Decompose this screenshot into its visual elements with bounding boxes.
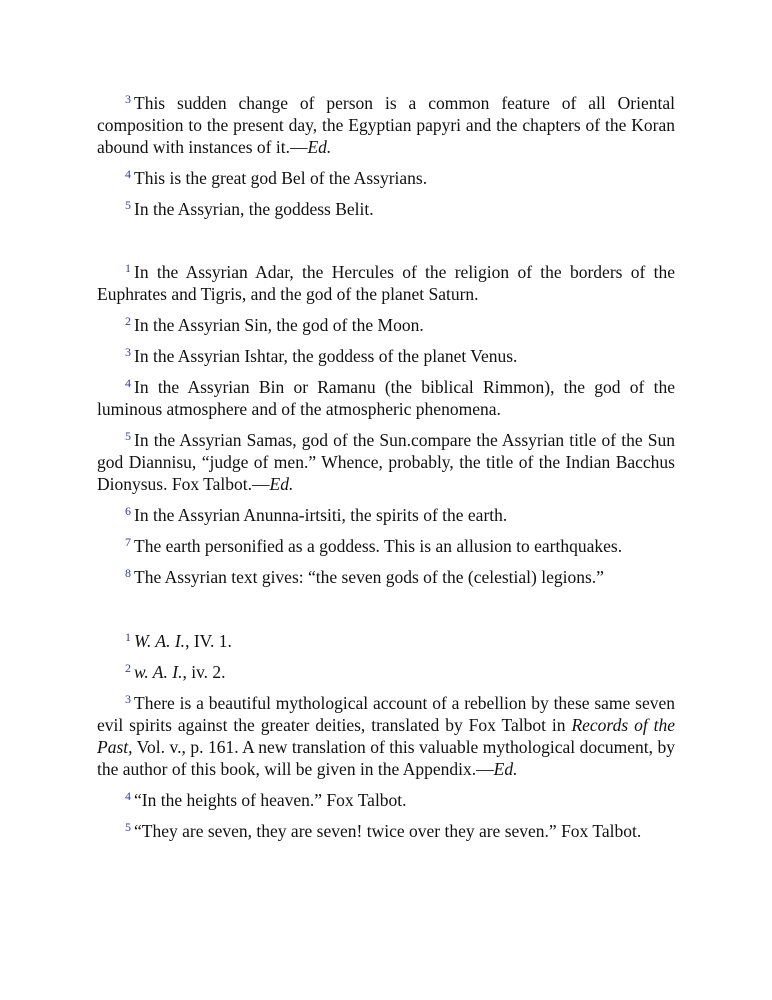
footnote-text: This sudden change of person is a common feature of all Oriental composition to the present day, the Egyptian papyri and the chapters of the Koran abound with instances of it.—: [97, 93, 675, 157]
footnote: [97, 261, 675, 305]
footnote: [97, 198, 675, 220]
footnote-text: Vol. v., p. 161. A new translation of this valuable mythological document, by the author of this book, will be given in the Appendix.—: [97, 737, 675, 779]
footnote: [97, 504, 675, 526]
footnote-marker[interactable]: 1: [125, 630, 131, 644]
footnote-marker[interactable]: 2: [125, 661, 131, 675]
footnote-text: In the Assyrian Anunna-irtsiti, the spirits of the earth.: [134, 505, 508, 525]
footnote-italic-text: w. A. I.: [134, 662, 183, 682]
footnote-text: In the Assyrian Adar, the Hercules of the religion of the borders of the Euphrates and Tigris, and the god of the planet Saturn.: [97, 262, 675, 304]
footnote: [97, 820, 675, 842]
footnote: [97, 692, 675, 780]
footnote-group: [97, 630, 675, 851]
footnote-italic-text: Ed.: [269, 474, 294, 494]
footnote-text: “In the heights of heaven.” Fox Talbot.: [134, 790, 407, 810]
footnote-marker[interactable]: 3: [125, 92, 131, 106]
footnote-marker[interactable]: 3: [125, 345, 131, 359]
footnote: [97, 535, 675, 557]
footnote-marker[interactable]: 1: [125, 261, 131, 275]
footnote-marker[interactable]: 5: [125, 198, 131, 212]
footnote-group: [97, 92, 675, 229]
footnote-marker[interactable]: 6: [125, 504, 131, 518]
footnote-text: In the Assyrian Samas, god of the Sun.compare the Assyrian title of the Sun god Diannisu, “judge of men.” Whence, probably, the title of the Indian Bacchus Dionysus. Fox Talbot.—: [97, 430, 675, 494]
footnote: [97, 661, 675, 683]
footnote-text: This is the great god Bel of the Assyrians.: [134, 168, 428, 188]
footnote-text: In the Assyrian Bin or Ramanu (the biblical Rimmon), the god of the luminous atmosphere and of the atmospheric phenomena.: [97, 377, 675, 419]
footnote: [97, 566, 675, 588]
footnote: [97, 345, 675, 367]
footnote-text: The earth personified as a goddess. This is an allusion to earthquakes.: [134, 536, 623, 556]
footnote-text: In the Assyrian, the goddess Belit.: [134, 199, 374, 219]
footnote-text: There is a beautiful mythological account of a rebellion by these same seven evil spirits against the greater deities, translated by Fox Talbot in: [97, 693, 675, 735]
footnote: [97, 376, 675, 420]
footnote-italic-text: W. A. I.: [134, 631, 186, 651]
footnote-text: , iv. 2.: [182, 662, 226, 682]
footnote-italic-text: Records of the Past,: [97, 715, 675, 757]
footnote-text: In the Assyrian Sin, the god of the Moon.: [134, 315, 424, 335]
footnote: [97, 92, 675, 158]
footnote: [97, 429, 675, 495]
footnote-marker[interactable]: 8: [125, 566, 131, 580]
footnote-italic-text: Ed.: [307, 137, 332, 157]
footnote-marker[interactable]: 2: [125, 314, 131, 328]
footnote-marker[interactable]: 4: [125, 167, 131, 181]
footnote: [97, 789, 675, 811]
footnote: [97, 630, 675, 652]
footnote-text: “They are seven, they are seven! twice over they are seven.” Fox Talbot.: [134, 821, 642, 841]
footnote-marker[interactable]: 5: [125, 429, 131, 443]
footnote: [97, 314, 675, 336]
footnote-marker[interactable]: 5: [125, 820, 131, 834]
footnote-marker[interactable]: 4: [125, 789, 131, 803]
footnote-text: The Assyrian text gives: “the seven gods of the (celestial) legions.”: [134, 567, 604, 587]
footnote: [97, 167, 675, 189]
footnote-marker[interactable]: 4: [125, 376, 131, 390]
footnote-marker[interactable]: 7: [125, 535, 131, 549]
footnote-marker[interactable]: 3: [125, 692, 131, 706]
footnote-text: , IV. 1.: [185, 631, 232, 651]
footnote-text: In the Assyrian Ishtar, the goddess of the planet Venus.: [134, 346, 518, 366]
footnote-italic-text: Ed.: [493, 759, 518, 779]
footnote-group: [97, 261, 675, 597]
